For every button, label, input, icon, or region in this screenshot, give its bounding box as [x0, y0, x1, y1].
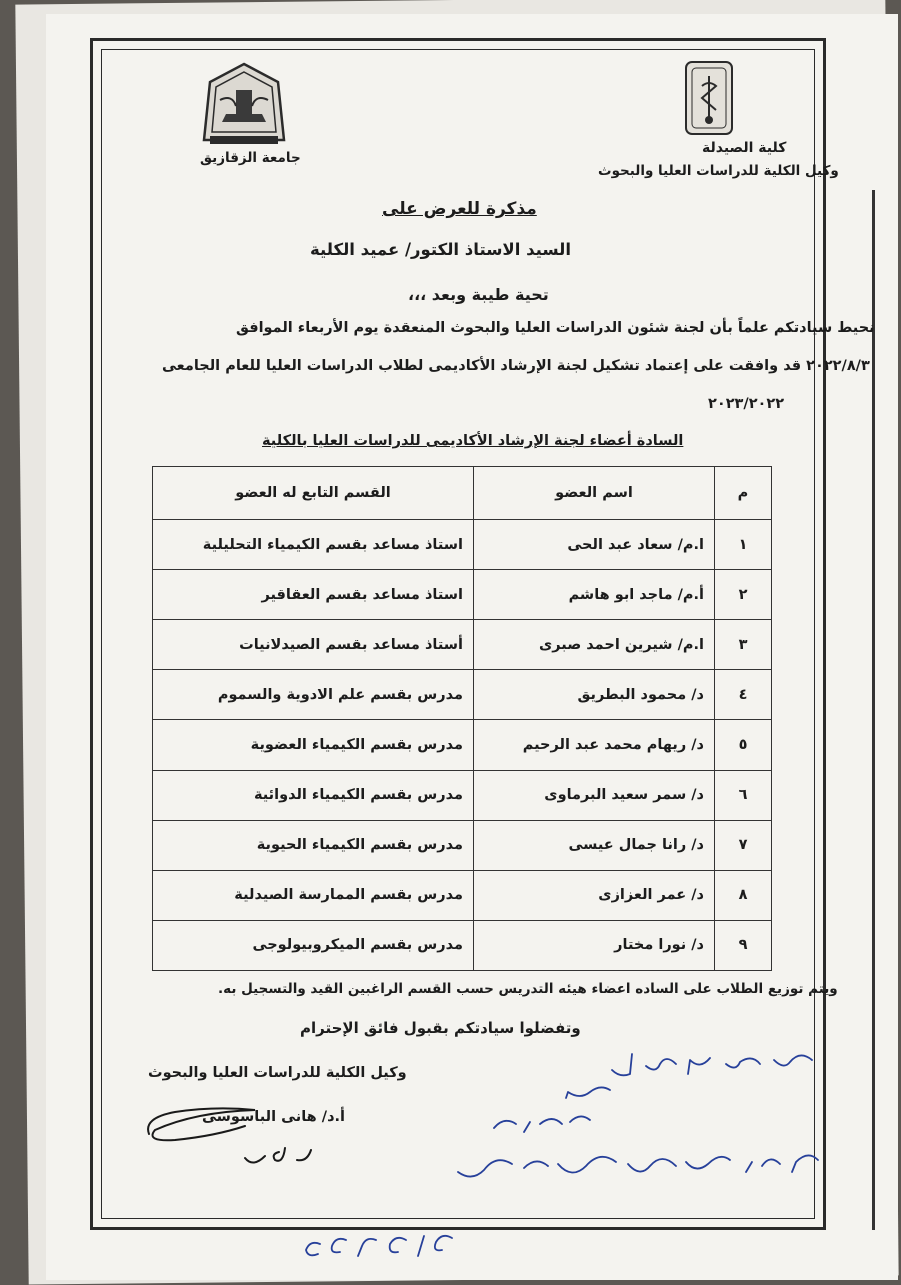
cell-name: د/ محمود البطريق	[474, 670, 715, 720]
table-row	[153, 520, 772, 570]
cell-name: د/ ريهام محمد عبد الرحيم	[474, 720, 715, 770]
table-row	[153, 820, 772, 870]
table-header-row	[153, 467, 772, 520]
faculty-pharmacy-logo	[682, 58, 736, 138]
cell-name: د/ رانا جمال عيسى	[474, 820, 715, 870]
table-row	[153, 620, 772, 670]
members-table	[152, 466, 772, 971]
cell-dept: مدرس بقسم علم الادوية والسموم	[153, 670, 474, 720]
university-name: جامعة الزقازيق	[200, 150, 301, 166]
cell-num: ٨	[715, 870, 772, 920]
signer-title: وكيل الكلية للدراسات العليا والبحوث	[148, 1065, 407, 1081]
cell-num: ٥	[715, 720, 772, 770]
cell-num: ١	[715, 520, 772, 570]
memo-body-line-2: ٢٠٢٢/٨/٣ قد وافقت على إعتماد تشكيل لجنة الإرشاد الأكاديمى لطلاب الدراسات العليا للعام الجامعى	[162, 358, 870, 374]
cell-name: أ.م/ ماجد ابو هاشم	[474, 570, 715, 620]
table-row	[153, 670, 772, 720]
cell-num: ٣	[715, 620, 772, 670]
memo-title: مذكرة للعرض على	[382, 199, 537, 219]
closing-line: وتفضلوا سيادتكم بقبول فائق الإحترام	[300, 1019, 581, 1037]
table-row	[153, 570, 772, 620]
cell-dept: مدرس بقسم الممارسة الصيدلية	[153, 870, 474, 920]
cell-name: د/ عمر العزازى	[474, 870, 715, 920]
signature	[135, 1100, 345, 1180]
cell-num: ٧	[715, 820, 772, 870]
cell-dept: مدرس بقسم الميكروبيولوجى	[153, 920, 474, 970]
table-row	[153, 920, 772, 970]
faculty-name: كلية الصيدلة	[702, 140, 787, 156]
table-row	[153, 720, 772, 770]
cell-dept: مدرس بقسم الكيمياء العضوية	[153, 720, 474, 770]
cell-name: ا.م/ شيرين احمد صبرى	[474, 620, 715, 670]
distribution-note: ويتم توزيع الطلاب على الساده اعضاء هيئه التدريس حسب القسم الراغبين القيد والتسجيل به.	[218, 981, 838, 997]
header-num: م	[715, 467, 772, 520]
cell-num: ٦	[715, 770, 772, 820]
table-title: السادة أعضاء لجنة الإرشاد الأكاديمى للدراسات العليا بالكلية	[262, 433, 684, 449]
handwritten-approval-notes	[440, 1040, 820, 1210]
cell-dept: استاذ مساعد بقسم العقاقير	[153, 570, 474, 620]
cell-num: ٢	[715, 570, 772, 620]
cell-dept: مدرس بقسم الكيمياء الدوائية	[153, 770, 474, 820]
memo-greeting: تحية طيبة وبعد ،،،	[408, 285, 549, 304]
cell-dept: مدرس بقسم الكيمياء الحيوية	[153, 820, 474, 870]
table-row	[153, 870, 772, 920]
memo-body-line-3: ٢٠٢٣/٢٠٢٢	[708, 396, 785, 412]
cell-name: ا.م/ سعاد عبد الحى	[474, 520, 715, 570]
cell-num: ٤	[715, 670, 772, 720]
cell-dept: أستاذ مساعد بقسم الصيدلانيات	[153, 620, 474, 670]
header-dept: القسم التابع له العضو	[153, 467, 474, 520]
right-margin-rule	[872, 190, 875, 1230]
cell-dept: استاذ مساعد بقسم الكيمياء التحليلية	[153, 520, 474, 570]
signer-name: أ.د/ هانى الباسوسى	[202, 1109, 345, 1125]
memo-addressee: السيد الاستاذ الكتور/ عميد الكلية	[310, 240, 572, 259]
table-row	[153, 770, 772, 820]
cell-num: ٩	[715, 920, 772, 970]
handwritten-date	[296, 1228, 466, 1268]
office-title: وكيل الكلية للدراسات العليا والبحوث	[598, 163, 839, 179]
cell-name: د/ سمر سعيد البرماوى	[474, 770, 715, 820]
memo-body-line-1: نحيط سيادتكم علماً بأن لجنة شئون الدراسات العليا والبحوث المنعقدة يوم الأربعاء الموافق	[236, 320, 875, 336]
header-name: اسم العضو	[474, 467, 715, 520]
zagazig-university-logo	[196, 60, 292, 152]
cell-name: د/ نورا مختار	[474, 920, 715, 970]
